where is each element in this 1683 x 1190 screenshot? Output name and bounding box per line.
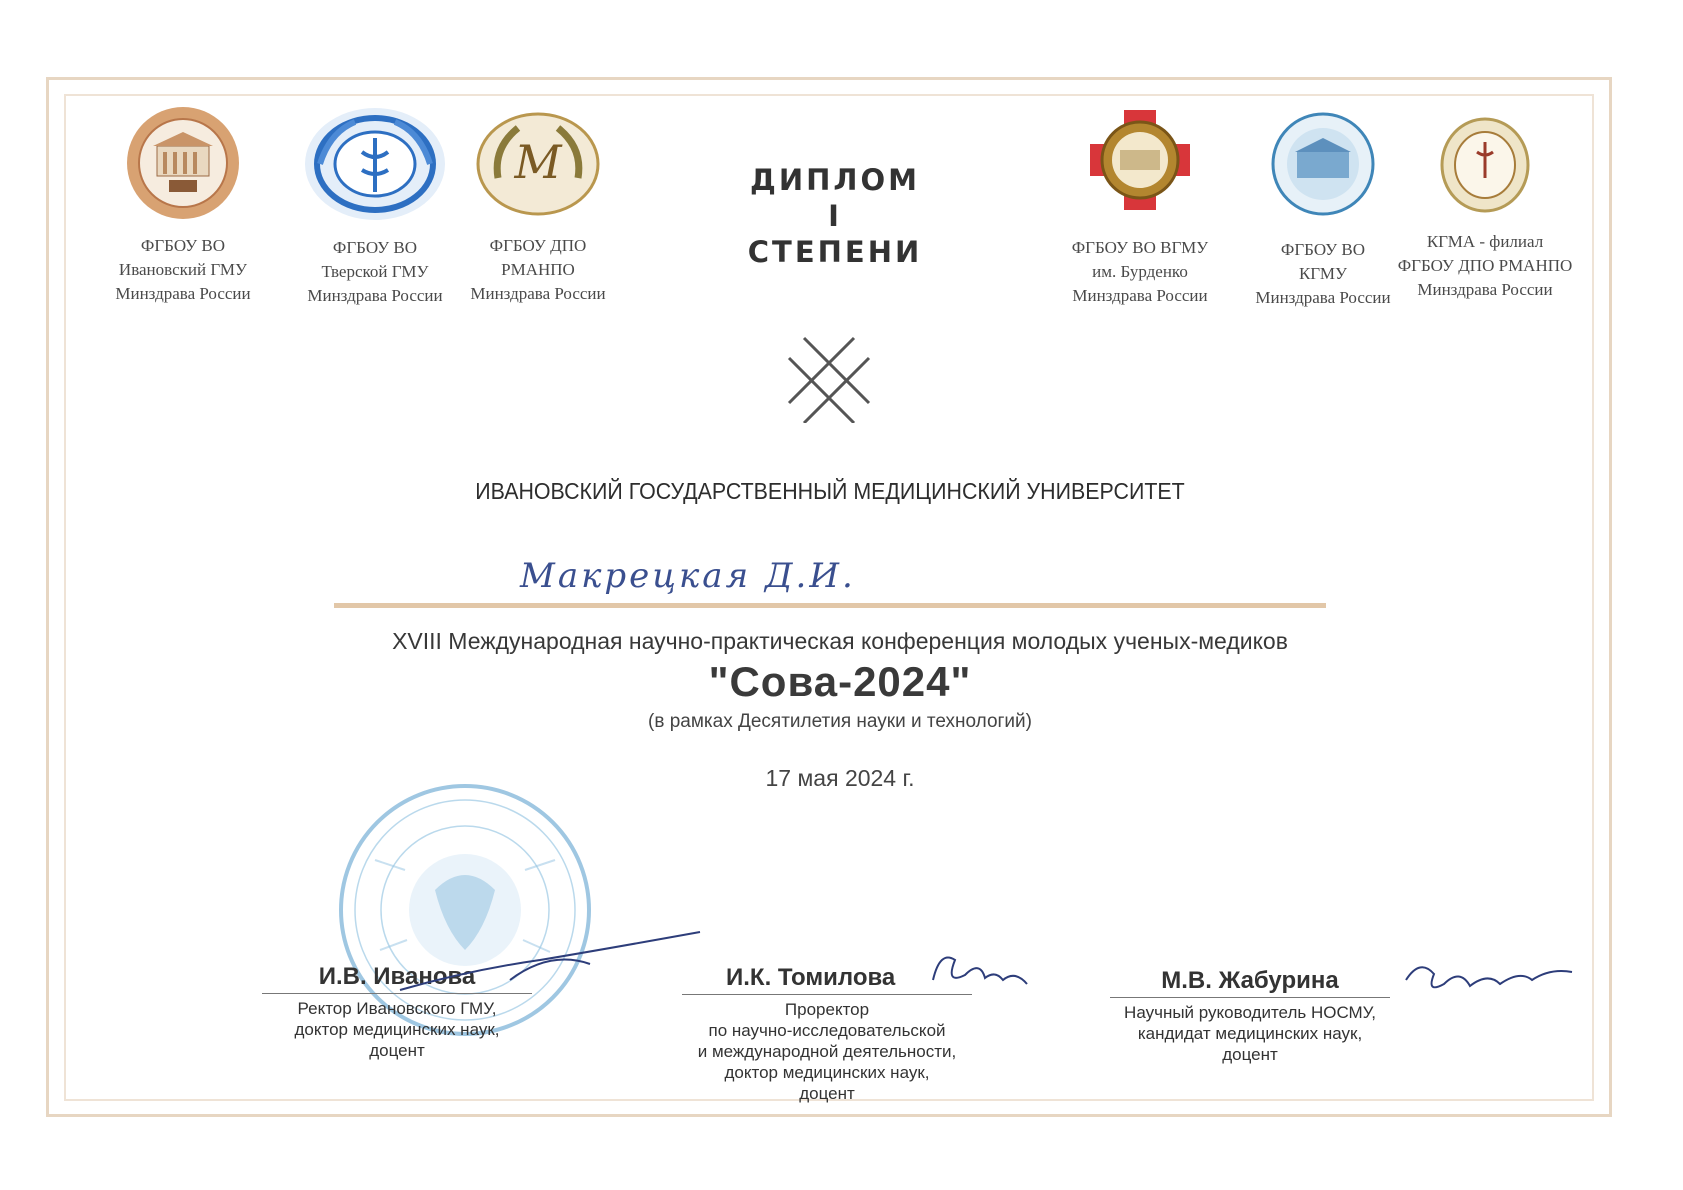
diploma-title [735,162,935,270]
org-line: им. Бурденко [1092,262,1188,281]
signatory-name: И.К. Томилова [726,964,896,991]
signatory-role-line: Ректор Ивановского ГМУ, [297,999,497,1018]
signatory-role-line: доктор медицинских наук, [294,1020,500,1039]
signatory-name: М.В. Жабурина [1161,967,1339,994]
signatory-name: И.В. Иванова [318,963,476,990]
event-date: 17 мая 2024 г. [765,765,915,791]
org-line: ФГБОУ ВО [140,236,226,255]
signatory-role-line: Проректор [784,1000,870,1019]
rmanpo-logo-icon [473,108,603,220]
signatory-role-line: и международной деятельности, [697,1042,957,1061]
tver-gmu-logo-icon [300,104,450,224]
event-name: "Сова-2024" [708,658,972,705]
signatory-role-line: доцент [1222,1045,1278,1064]
org-line: ФГБОУ ВО [332,238,418,257]
org-line: ФГБОУ ВО [1280,240,1366,259]
organizer-ivanovo [88,104,278,306]
signatory-role-line: доцент [799,1084,855,1103]
recipient-name-handwritten: Макрецкая Д.И. [520,556,856,596]
org-line: Минздрава России [115,284,251,303]
title-line-2: I СТЕПЕНИ [747,199,923,269]
org-line: Ивановский ГМУ [118,260,248,279]
org-line: Минздрава России [1417,280,1553,299]
org-line: Минздрава России [307,286,443,305]
org-line: Минздрава России [1255,288,1391,307]
org-line: РМАНПО [501,260,575,279]
org-line: ФГБОУ ДПО [489,236,587,255]
organizer-tver [280,104,470,308]
signatory-role-line: доктор медицинских наук, [724,1063,930,1082]
signatory-role-line: по научно-исследовательской [708,1021,946,1040]
org-line: Минздрава России [470,284,606,303]
university-name: ИВАНОВСКИЙ ГОСУДАРСТВЕННЫЙ МЕДИЦИНСКИЙ УНИВЕРСИТЕТ [475,478,1185,504]
kgma-logo-icon [1439,116,1531,214]
organizer-vgmu [1040,108,1240,308]
vgmu-logo-icon [1080,108,1200,212]
org-line: Минздрава России [1072,286,1208,305]
org-line: ФГБОУ ДПО РМАНПО [1397,256,1573,275]
signature-1-scribble-icon [390,920,710,1000]
signatory-role-line: кандидат медицинских наук, [1137,1024,1363,1043]
svg-text:M: M [514,135,562,189]
signatory-role-line: доцент [369,1041,425,1060]
org-line: КГМУ [1298,264,1348,283]
org-line: ФГБОУ ВО ВГМУ [1071,238,1209,257]
conference-title: XVIII Международная научно-практическая конференция молодых ученых-медиков [392,628,1288,654]
org-line: КГМА - филиал [1426,232,1544,251]
signature-line [1110,997,1390,998]
kgmu-logo-icon [1267,112,1379,216]
event-subtitle: (в рамках Десятилетия науки и технологий) [648,711,1032,732]
title-line-1: ДИПЛОМ [750,163,920,197]
signatory-role-line: Научный руководитель НОСМУ, [1124,1003,1376,1022]
org-line: Тверской ГМУ [321,262,429,281]
organizer-rmanpo [448,108,628,306]
signature-2-scribble-icon [925,940,1035,1000]
ivanovo-gmu-logo-icon [119,104,247,222]
signature-3-scribble-icon [1400,950,1580,1010]
name-underline-rule [334,603,1326,608]
signatory-3 [1110,967,1390,1065]
organizer-kgma [1380,116,1590,302]
crossed-lines-ornament-icon [784,333,874,423]
